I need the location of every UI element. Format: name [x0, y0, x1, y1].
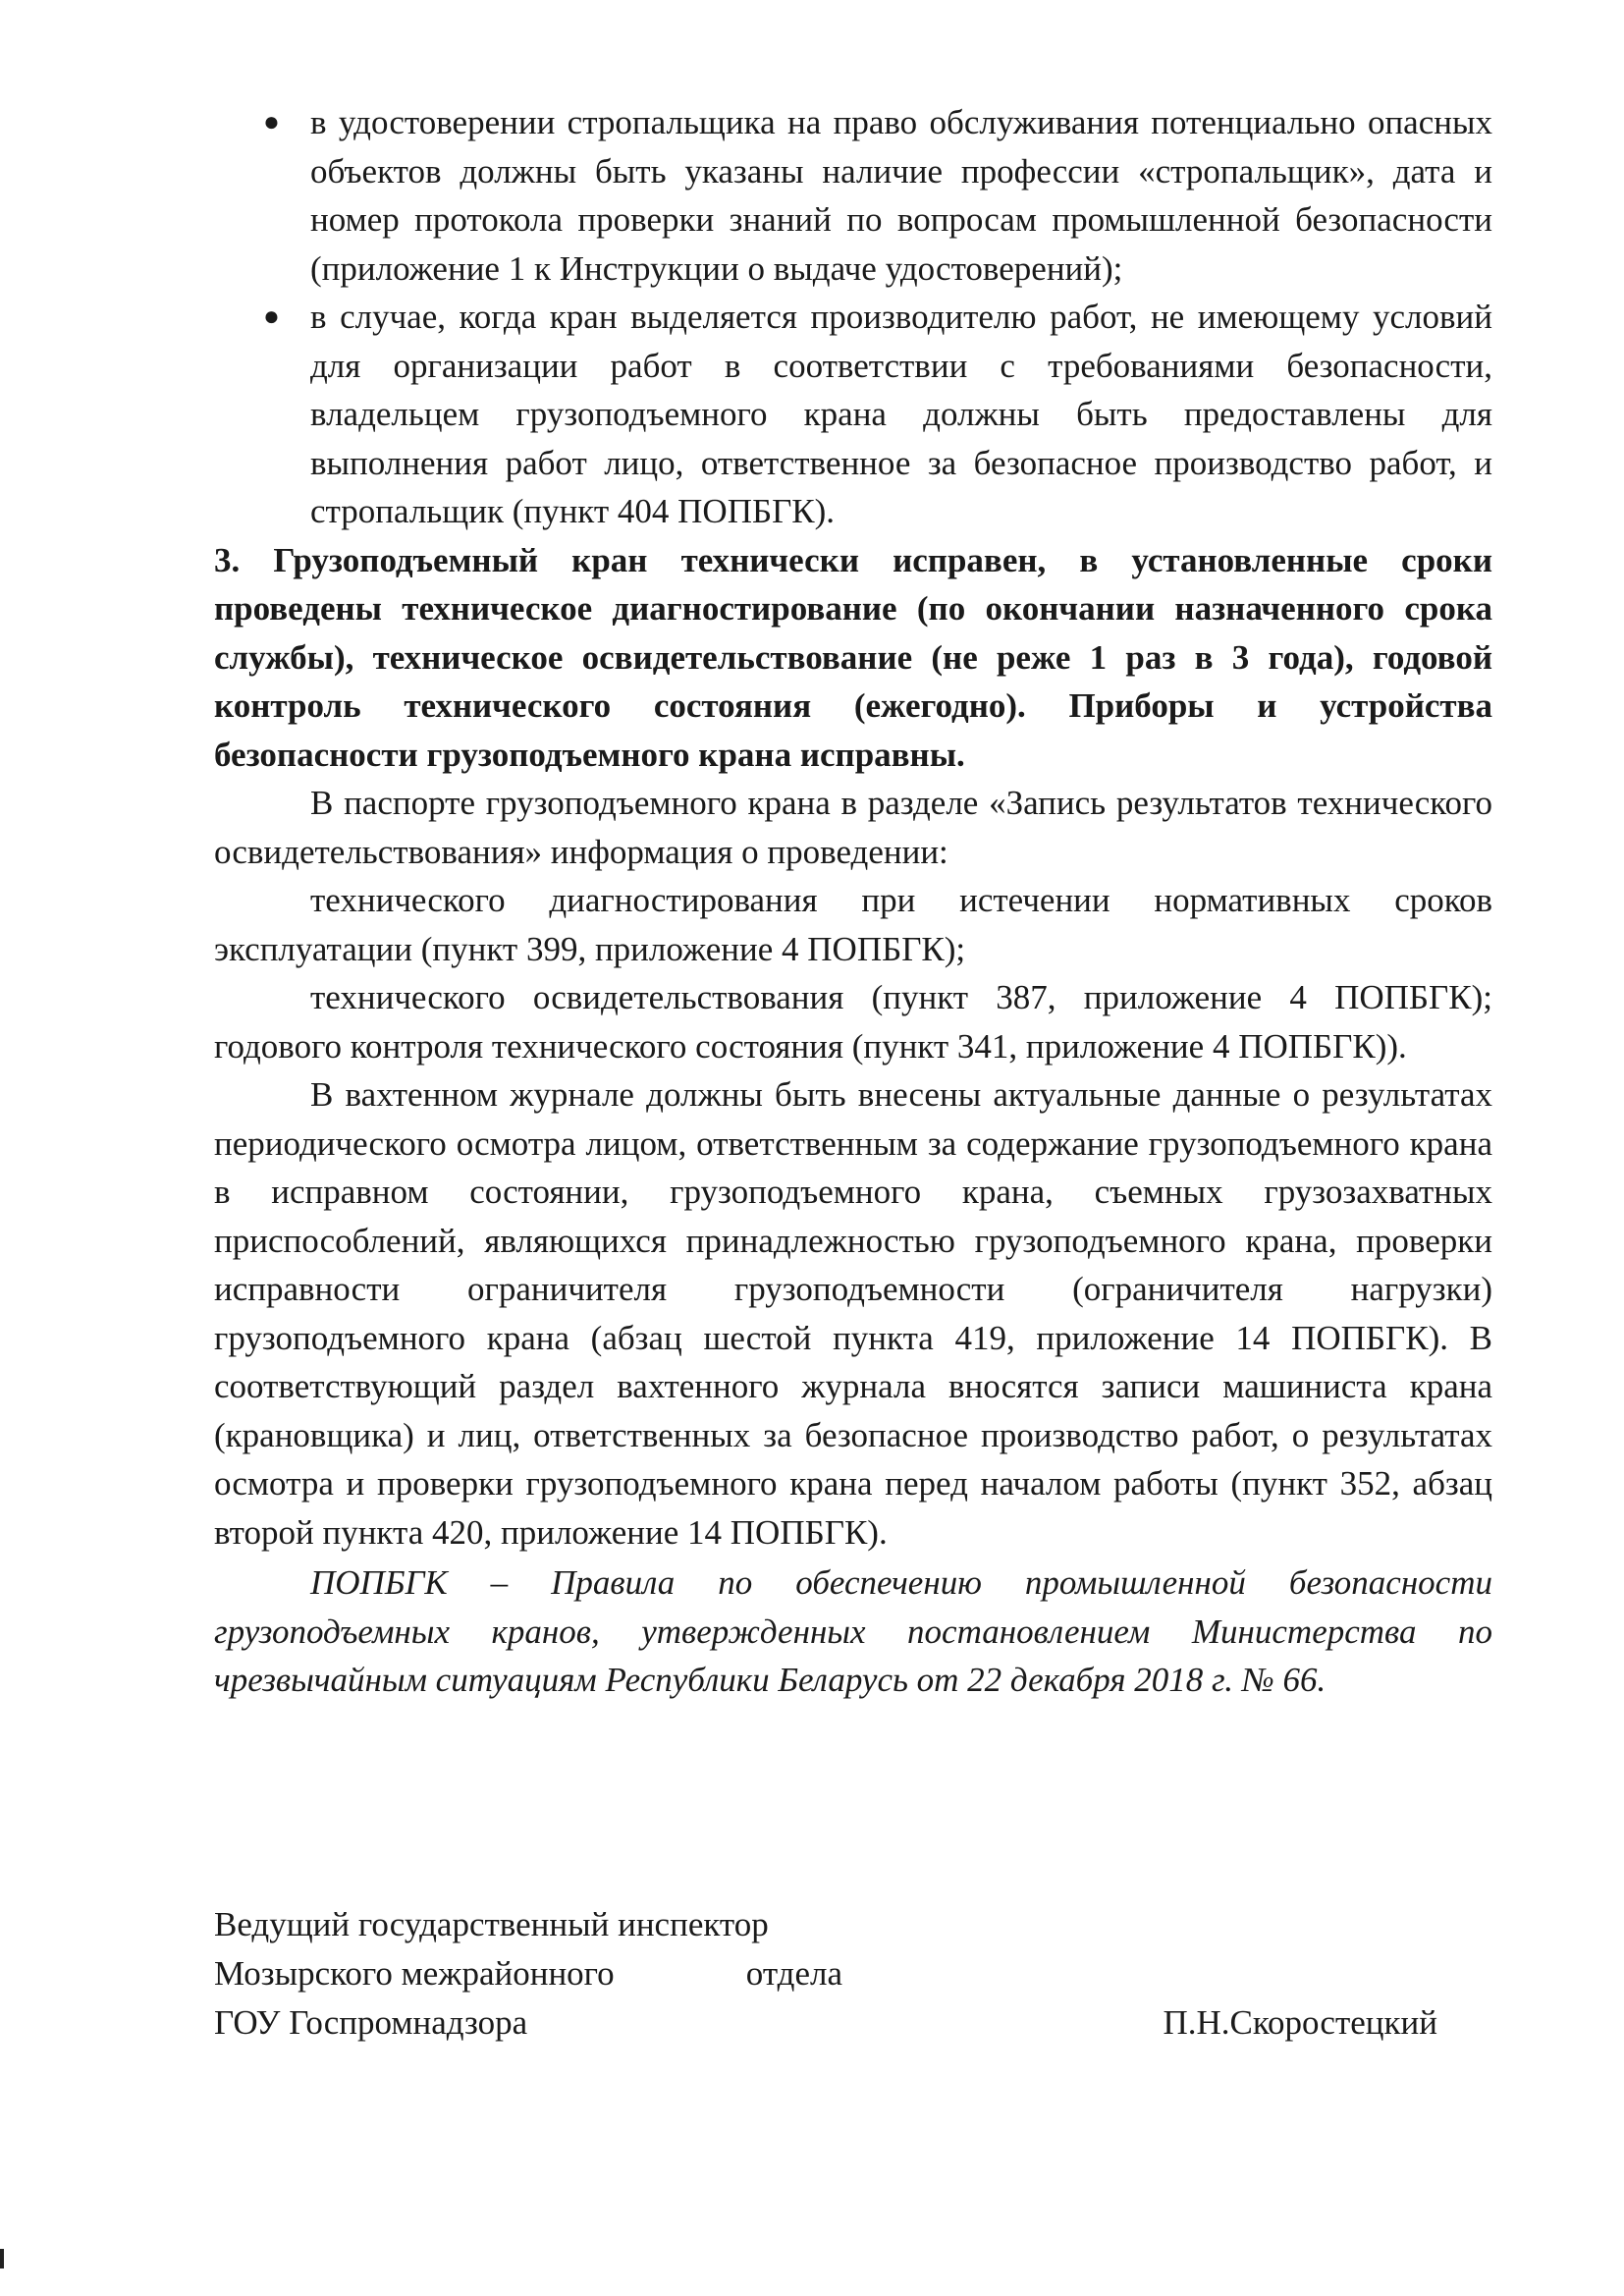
- bullet-text: в случае, когда кран выделяется производителю работ, не имеющему условий для организации работ в соответствии с требованиями безопасности, владельцем грузоподъемного крана должны быть предоставлены для выполнения работ лицо, ответственное за безопасное производство работ, и стропальщик (пункт 404 ПОПБГК).: [310, 298, 1492, 530]
- signer-organization: ГОУ Госпромнадзора: [214, 2003, 528, 2042]
- paragraph-inspection: технического освидетельствования (пункт 387, приложение 4 ПОПБГК); годового контроля технического состояния (пункт 341, приложение 4 ПОПБГК)).: [214, 978, 1492, 1066]
- bullet-icon: ●: [263, 301, 280, 332]
- paragraph-diagnostics: технического диагностирования при истечении нормативных сроков эксплуатации (пункт 399, приложение 4 ПОПБГК);: [214, 881, 1492, 968]
- section-heading: 3. Грузоподъемный кран технически исправен, в установленные сроки проведены техническое диагностирование (по окончании назначенного срока службы), техническое освидетельствование (не реже 1 раз в 3 года), годовой контроль технического состояния (ежегодно). Приборы и устройства безопасности грузоподъемного крана исправны.: [214, 540, 1492, 774]
- bullet-text: в удостоверении стропальщика на право обслуживания потенциально опасных объектов должны быть указаны наличие профессии «стропальщик», дата и номер протокола проверки знаний по вопросам промышленной безопасности (приложение 1 к Инструкции о выдаче удостоверений);: [310, 103, 1492, 288]
- list-item: [214, 293, 1492, 536]
- signer-title: Ведущий государственный инспектор: [214, 1905, 769, 1943]
- bullet-list: [214, 98, 1492, 536]
- signer-name: П.Н.Скоростецкий: [1163, 2003, 1437, 2042]
- signer-department-b: отдела: [745, 1954, 842, 1993]
- signature-block: [214, 1900, 1492, 2048]
- list-item: [214, 98, 1492, 293]
- paragraph-logbook: В вахтенном журнале должны быть внесены актуальные данные о результатах периодического осмотра лицом, ответственным за содержание грузоподъемного крана в исправном состоянии, грузоподъемного крана, съемных грузозахватных приспособлений, являющихся принадлежностью грузоподъемного крана, проверки исправности ограничителя грузоподъемности (ограничителя нагрузки) грузоподъемного крана (абзац шестой пункта 419, приложение 14 ПОПБГК). В соответствующий раздел вахтенного журнала вносятся записи машиниста крана (крановщика) и лиц, ответственных за безопасное производство работ, о результатах осмотра и проверки грузоподъемного крана перед началом работы (пункт 352, абзац второй пункта 420, приложение 14 ПОПБГК).: [214, 1075, 1492, 1552]
- signer-department: [214, 1949, 842, 1998]
- bullet-icon: ●: [263, 107, 280, 137]
- document-body: [214, 98, 1492, 1705]
- scan-margin-mark: [0, 2249, 4, 2269]
- abbreviation-note: ПОПБГК – Правила по обеспечению промышленной безопасности грузоподъемных кранов, утвержденных постановлением Министерства по чрезвычайным ситуациям Республики Беларусь от 22 декабря 2018 г. № 66.: [214, 1563, 1492, 1699]
- paragraph-passport: В паспорте грузоподъемного крана в разделе «Запись результатов технического освидетельствования» информация о проведении:: [214, 784, 1492, 871]
- signer-department-a: Мозырского межрайонного: [214, 1954, 615, 1993]
